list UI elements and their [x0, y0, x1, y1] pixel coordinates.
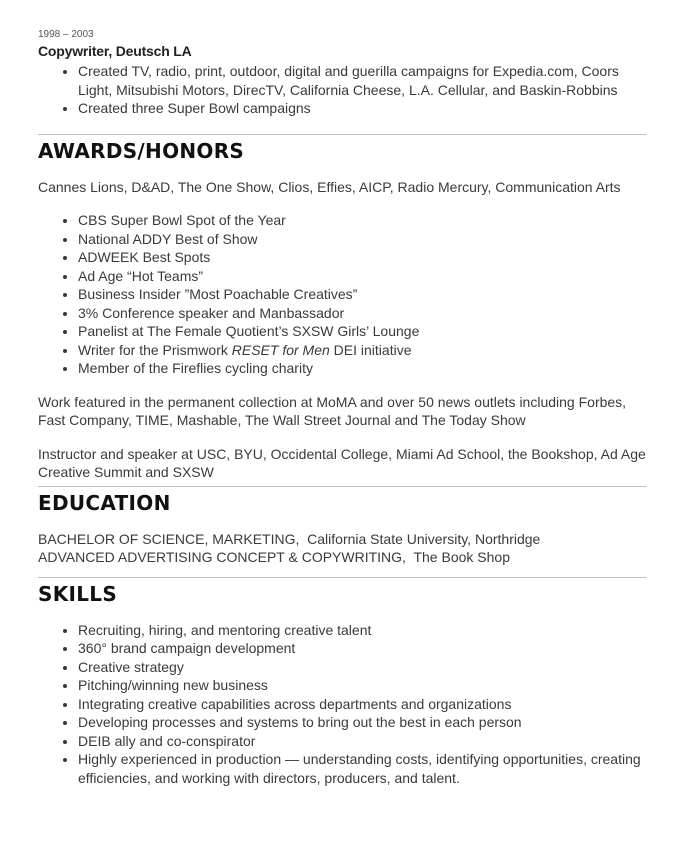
education-line: ADVANCED ADVERTISING CONCEPT & COPYWRITING, The Book Shop: [38, 549, 510, 565]
list-item: • Panelist at The Female Quotient’s SXSW Girls’ Lounge: [78, 322, 646, 341]
experience-bullets: [38, 62, 646, 118]
experience-dates: 1998 – 2003: [38, 29, 94, 40]
list-item: • ADWEEK Best Spots: [78, 248, 646, 267]
education-heading: EDUCATION: [38, 490, 171, 515]
list-item: • 3% Conference speaker and Manbassador: [78, 304, 646, 323]
section-divider: [38, 486, 646, 487]
education-section: [38, 490, 646, 567]
awards-section: [38, 138, 646, 482]
awards-intro: Cannes Lions, D&AD, The One Show, Clios, Effies, AICP, Radio Mercury, Communication Arts: [38, 178, 621, 195]
list-item: • CBS Super Bowl Spot of the Year: [78, 211, 646, 230]
award-prismwork-prefix: Writer for the Prismwork: [78, 341, 232, 358]
list-item: • Creative strategy: [78, 658, 646, 677]
list-item: • Highly experienced in production — understanding costs, identifying opportunities, creating efficiencies, and working with directors, producers, and talent.: [78, 750, 646, 787]
list-item: • Developing processes and systems to bring out the best in each person: [78, 713, 646, 732]
awards-heading: AWARDS/HONORS: [38, 138, 245, 163]
list-item: • Integrating creative capabilities across departments and organizations: [78, 695, 646, 714]
list-item: • DEIB ally and co-conspirator: [78, 732, 646, 751]
list-item: • National ADDY Best of Show: [78, 230, 646, 249]
skills-section: [38, 581, 646, 788]
list-item: • Ad Age “Hot Teams”: [78, 267, 646, 286]
awards-list: [38, 211, 646, 378]
skills-heading: SKILLS: [38, 581, 118, 606]
list-item: [78, 341, 646, 360]
list-item: • 360° brand campaign development: [78, 639, 646, 658]
list-item: • Created three Super Bowl campaigns: [78, 99, 646, 118]
section-divider: [38, 577, 646, 578]
list-item: • Member of the Fireflies cycling charity: [78, 359, 646, 378]
education-line: BACHELOR OF SCIENCE, MARKETING, California State University, Northridge: [38, 530, 541, 547]
list-item: • Recruiting, hiring, and mentoring creative talent: [78, 621, 646, 640]
experience-title: Copywriter, Deutsch LA: [38, 43, 192, 59]
instructor-text: Instructor and speaker at USC, BYU, Occidental College, Miami Ad School, the Bookshop, Ad Age Creative Summit and SXSW: [38, 445, 646, 480]
section-divider: [38, 134, 646, 135]
experience-entry: [38, 28, 646, 118]
list-item: • Pitching/winning new business: [78, 676, 646, 695]
resume-page: [38, 28, 646, 787]
list-item: • Created TV, radio, print, outdoor, digital and guerilla campaigns for Expedia.com, Coors Light, Mitsubishi Motors, DirecTV, California Cheese, L.A. Cellular, and Baskin-Robbins: [78, 62, 646, 99]
skills-list: [38, 621, 646, 788]
work-featured-text: Work featured in the permanent collection at MoMA and over 50 news outlets including Forbes, Fast Company, TIME, Mashable, The Wall Street Journal and The Today Show: [38, 393, 627, 428]
award-prismwork-suffix: DEI initiative: [329, 341, 412, 358]
list-item: • Business Insider ”Most Poachable Creatives”: [78, 285, 646, 304]
award-prismwork-italic: RESET for Men: [231, 341, 330, 358]
